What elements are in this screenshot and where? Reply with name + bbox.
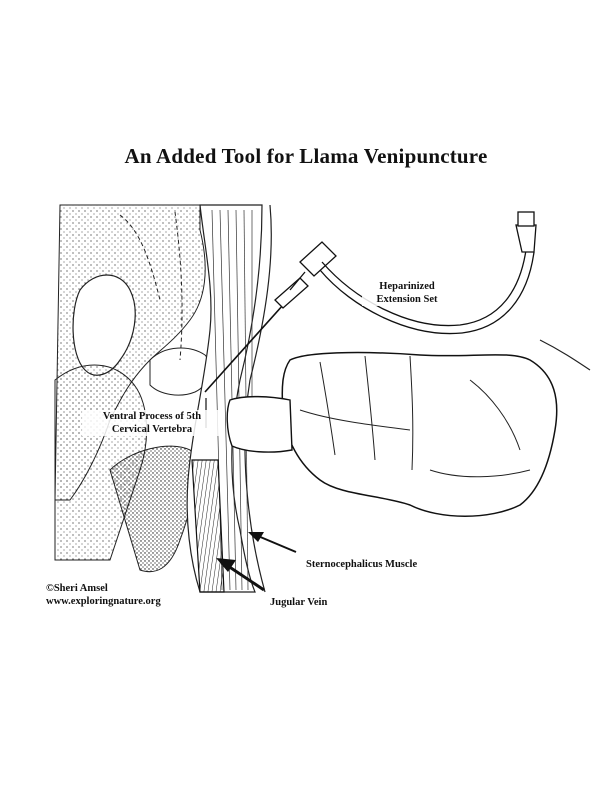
label-sternocephalicus-muscle: Sternocephalicus Muscle: [306, 559, 418, 570]
label-heparinized-line1: Heparinized: [379, 281, 435, 292]
label-heparinized-extension-set: [362, 280, 452, 306]
label-jugular-vein: Jugular Vein: [270, 597, 328, 608]
label-ventral-process: [82, 410, 222, 436]
extension-set-tubing: [320, 212, 536, 334]
hand-drawing: [227, 353, 557, 517]
label-heparinized-line2: Extension Set: [376, 294, 438, 305]
credit-copyright: ©Sheri Amsel: [46, 583, 108, 594]
credit-block: [46, 582, 161, 608]
credit-website: www.exploringnature.org: [46, 596, 161, 607]
label-ventral-line2: Cervical Vertebra: [111, 424, 193, 435]
label-ventral-line1: Ventral Process of 5th: [102, 411, 202, 422]
page-title: An Added Tool for Llama Venipuncture: [124, 144, 488, 168]
